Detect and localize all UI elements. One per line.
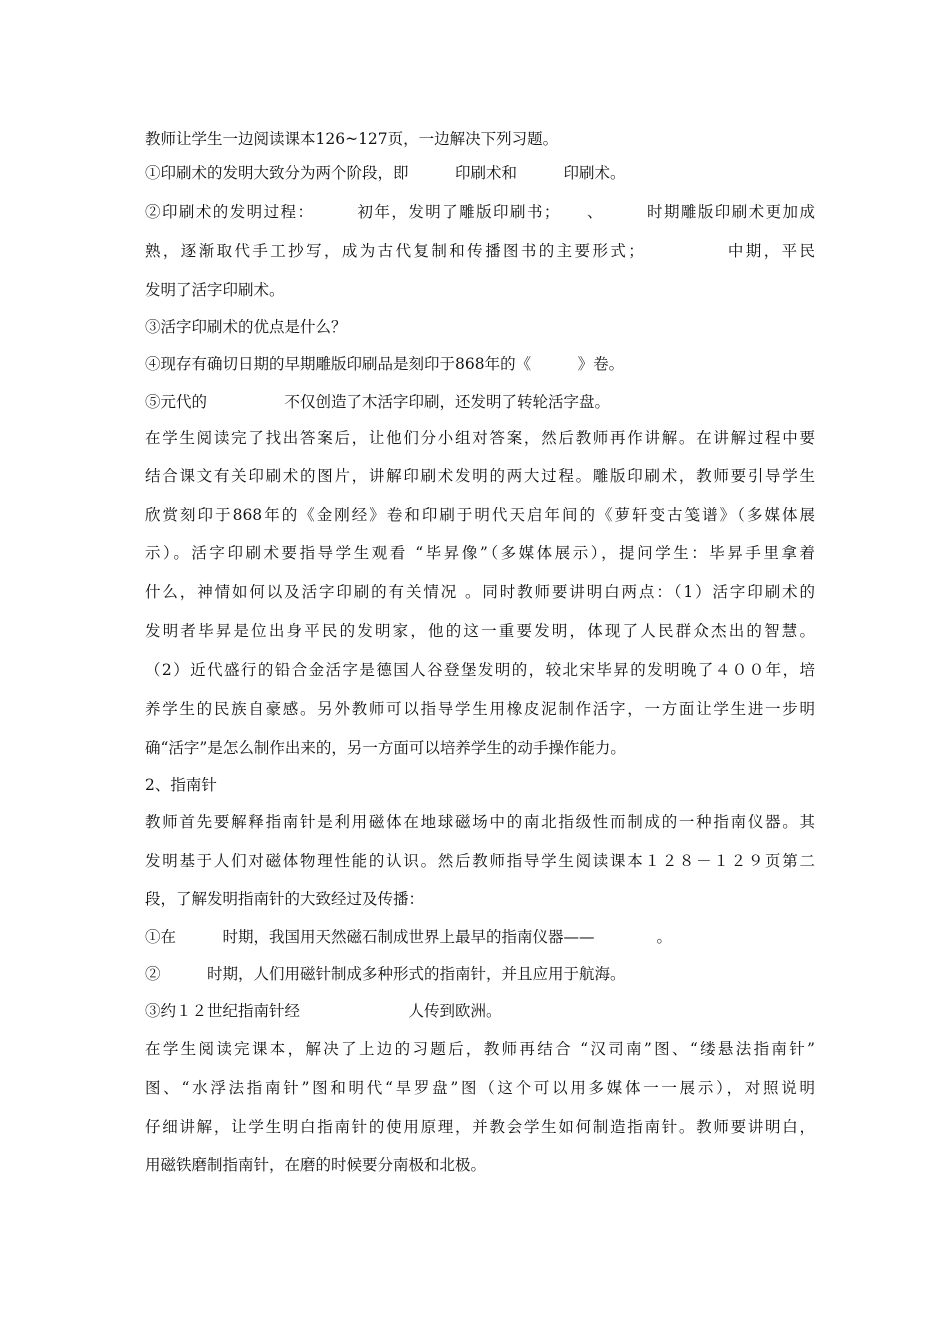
- text-line: ②印刷术的发明过程： 初年，发明了雕版印刷书； 、 时期雕版印刷术更加成: [145, 203, 815, 221]
- text-line: 发明基于人们对磁体物理性能的认识。然后教师指导学生阅读课本１２８－１２９页第二: [145, 852, 815, 870]
- text-line: 什么，神情如何以及活字印刷的有关情况 。同时教师要讲明白两点：（1）活字印刷术的: [145, 583, 815, 601]
- text-line: 在学生阅读完课本，解决了上边的习题后，教师再结合 “汉司南”图、“缕悬法指南针”: [145, 1040, 815, 1058]
- text-line: 养学生的民族自豪感。另外教师可以指导学生用橡皮泥制作活字，一方面让学生进一步明: [145, 700, 815, 718]
- text-line: 教师让学生一边阅读课本126~127页，一边解决下列习题。: [145, 130, 559, 148]
- text-line: 教师首先要解释指南针是利用磁体在地球磁场中的南北指级性而制成的一种指南仪器。其: [145, 813, 815, 831]
- text-line: 发明了活字印刷术。: [145, 281, 285, 299]
- text-line: 段，了解发明指南针的大致经过及传播：: [145, 890, 425, 908]
- text-line: 用磁铁磨制指南针，在磨的时候要分南极和北极。: [145, 1156, 487, 1174]
- text-line: 2、指南针: [145, 776, 217, 794]
- text-line: 在学生阅读完了找出答案后，让他们分小组对答案，然后教师再作讲解。在讲解过程中要: [145, 429, 815, 447]
- text-line: 结合课文有关印刷术的图片，讲解印刷术发明的两大过程。雕版印刷术，教师要引导学生: [145, 467, 815, 485]
- text-line: 欣赏刻印于868年的《金刚经》卷和印刷于明代天启年间的《萝轩变古笺谱》（多媒体展: [145, 506, 815, 524]
- text-line: 仔细讲解，让学生明白指南针的使用原理，并教会学生如何制造指南针。教师要讲明白，: [145, 1118, 815, 1136]
- text-line: （2）近代盛行的铅合金活字是德国人谷登堡发明的，较北宋毕昇的发明晚了４００年，培: [145, 661, 815, 679]
- text-line: ③活字印刷术的优点是什么？: [145, 318, 347, 336]
- text-line: ④现存有确切日期的早期雕版印刷品是刻印于868年的《 》卷。: [145, 355, 625, 373]
- text-line: 熟，逐渐取代手工抄写，成为古代复制和传播图书的主要形式； 中期，平民: [145, 242, 815, 260]
- text-line: ①在 时期，我国用天然磁石制成世界上最早的指南仪器—— 。: [145, 928, 673, 946]
- text-line: ③约１２世纪指南针经 人传到欧洲。: [145, 1002, 502, 1020]
- text-line: 发明者毕昇是位出身平民的发明家，他的这一重要发明，体现了人民群众杰出的智慧。: [145, 622, 815, 640]
- text-line: ①印刷术的发明大致分为两个阶段，即 印刷术和 印刷术。: [145, 164, 626, 182]
- text-line: 图、“水浮法指南针”图和明代“旱罗盘”图（这个可以用多媒体一一展示），对照说明: [145, 1079, 815, 1097]
- text-line: 示）。活字印刷术要指导学生观看 “毕昇像”（多媒体展示），提问学生：毕昇手里拿着: [145, 544, 815, 562]
- text-line: ⑤元代的 不仅创造了木活字印刷，还发明了转轮活字盘。: [145, 393, 611, 411]
- text-line: ② 时期，人们用磁针制成多种形式的指南针，并且应用于航海。: [145, 965, 626, 983]
- text-line: 确“活字”是怎么制作出来的，另一方面可以培养学生的动手操作能力。: [145, 739, 626, 757]
